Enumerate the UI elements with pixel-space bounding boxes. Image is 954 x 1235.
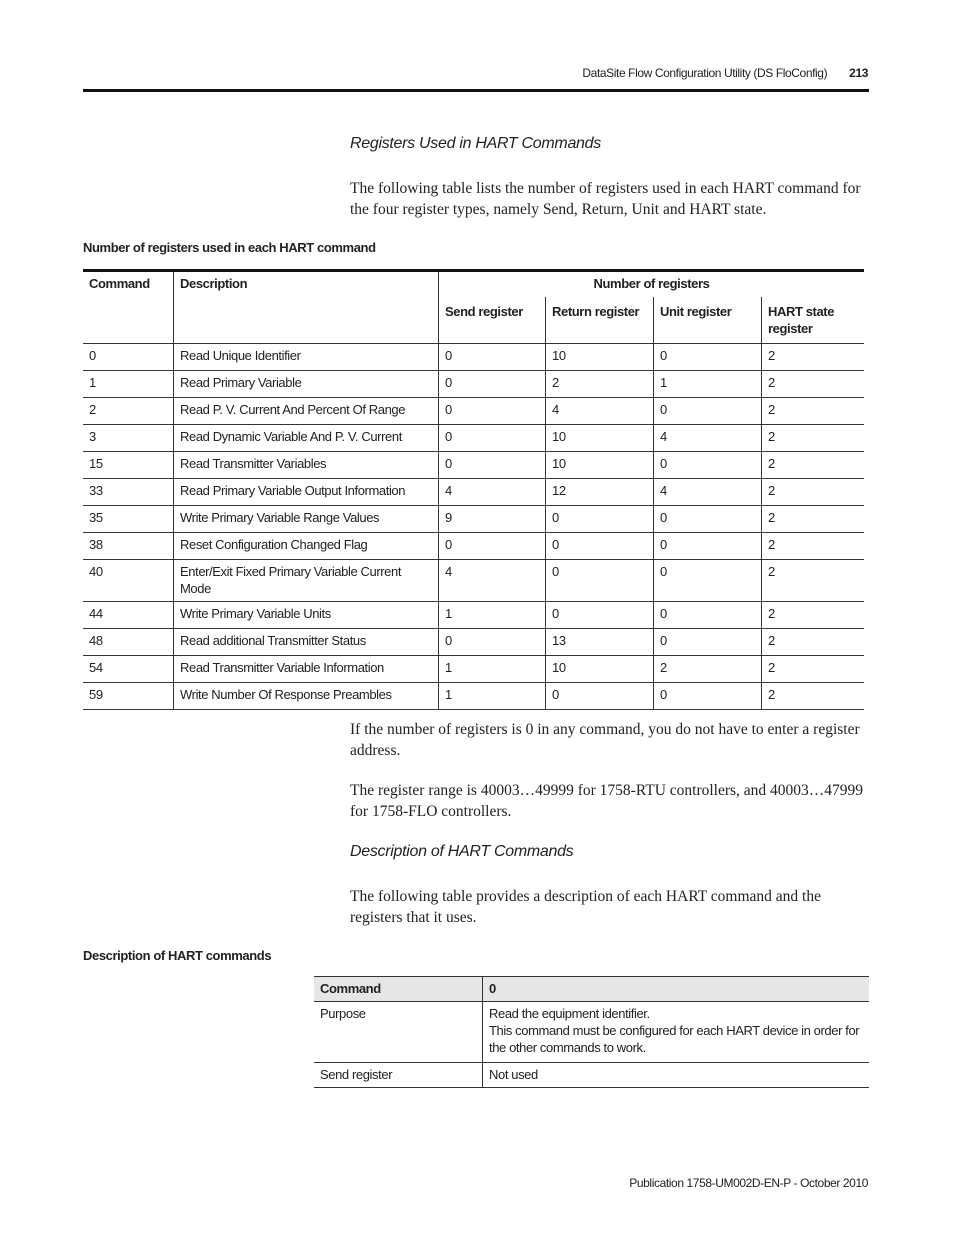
cell-unit: 2 [654,656,762,683]
cell-send: 4 [439,560,546,602]
cell-unit: 4 [654,479,762,506]
cell-send: 1 [439,656,546,683]
cell-command: 33 [83,479,174,506]
purpose-line-2: This command must be configured for each HART device in order for the other commands to work. [489,1023,860,1055]
cell-hart-state: 2 [762,602,865,629]
col-group-number-of-registers: Number of registers [439,271,865,298]
cell-description: Enter/Exit Fixed Primary Variable Current Mode [174,560,439,602]
cell-send: 1 [439,683,546,710]
table-row [83,629,864,656]
table-row [83,602,864,629]
cell-unit: 1 [654,371,762,398]
cell-command: 15 [83,452,174,479]
cell-description: Read Unique Identifier [174,344,439,371]
col-return-register: Return register [546,297,654,344]
cell-unit: 0 [654,344,762,371]
cell-unit: 0 [654,533,762,560]
section-intro-description: The following table provides a description of each HART command and the registers that it uses. [350,888,821,926]
cell-send: 0 [439,371,546,398]
table-header-row [314,977,869,1002]
cell-return: 0 [546,683,654,710]
cell-return: 10 [546,452,654,479]
cell-description: Read P. V. Current And Percent Of Range [174,398,439,425]
cell-hart-state: 2 [762,506,865,533]
header-command-label: Command [314,977,483,1002]
cell-description: Write Primary Variable Range Values [174,506,439,533]
table-row [83,344,864,371]
cell-description: Read additional Transmitter Status [174,629,439,656]
cell-command: 0 [83,344,174,371]
note-register-range: The register range is 40003…49999 for 1758-RTU controllers, and 40003…47999 for 1758-FLO controllers. [350,782,864,820]
cell-description: Reset Configuration Changed Flag [174,533,439,560]
table-row [83,533,864,560]
cell-command: 44 [83,602,174,629]
running-header [582,66,868,80]
cell-unit: 0 [654,683,762,710]
cell-unit: 4 [654,425,762,452]
cell-send: 0 [439,344,546,371]
cell-send: 9 [439,506,546,533]
table-row [83,398,864,425]
col-hart-state-register: HART state register [762,297,865,344]
table-caption-description: Description of HART commands [83,948,272,963]
cell-hart-state: 2 [762,479,865,506]
cell-send: 0 [439,452,546,479]
cell-hart-state: 2 [762,683,865,710]
note-zero-registers: If the number of registers is 0 in any command, you do not have to enter a register address. [350,721,860,759]
cell-return: 10 [546,425,654,452]
send-register-value: Not used [483,1063,870,1088]
cell-description: Read Transmitter Variable Information [174,656,439,683]
table-row [83,683,864,710]
cell-hart-state: 2 [762,344,865,371]
cell-return: 0 [546,533,654,560]
cell-hart-state: 2 [762,656,865,683]
cell-command: 35 [83,506,174,533]
page-number: 213 [849,66,868,80]
registers-table [83,269,864,710]
col-description: Description [174,271,439,344]
cell-unit: 0 [654,560,762,602]
cell-return: 13 [546,629,654,656]
cell-unit: 0 [654,602,762,629]
cell-hart-state: 2 [762,398,865,425]
cell-return: 2 [546,371,654,398]
cell-send: 0 [439,533,546,560]
cell-unit: 0 [654,398,762,425]
table-row [83,371,864,398]
section-heading-registers: Registers Used in HART Commands [350,135,601,152]
section-heading-description: Description of HART Commands [350,843,574,860]
cell-send: 1 [439,602,546,629]
cell-hart-state: 2 [762,452,865,479]
cell-command: 1 [83,371,174,398]
cell-unit: 0 [654,452,762,479]
cell-return: 0 [546,560,654,602]
cell-hart-state: 2 [762,629,865,656]
header-rule [83,89,869,92]
cell-send: 0 [439,629,546,656]
cell-description: Read Primary Variable [174,371,439,398]
cell-command: 54 [83,656,174,683]
cell-unit: 0 [654,629,762,656]
table-row [83,479,864,506]
cell-hart-state: 2 [762,533,865,560]
col-send-register: Send register [439,297,546,344]
cell-command: 38 [83,533,174,560]
cell-description: Read Primary Variable Output Information [174,479,439,506]
cell-command: 2 [83,398,174,425]
table-row [83,452,864,479]
cell-send: 0 [439,398,546,425]
col-command: Command [83,271,174,344]
cell-return: 12 [546,479,654,506]
cell-command: 48 [83,629,174,656]
cell-return: 4 [546,398,654,425]
purpose-value [483,1002,870,1063]
table-row-send-register [314,1063,869,1088]
cell-hart-state: 2 [762,425,865,452]
header-command-value: 0 [483,977,870,1002]
cell-return: 0 [546,602,654,629]
footer-publication: Publication 1758-UM002D-EN-P - October 2010 [629,1176,868,1190]
table-row [83,560,864,602]
purpose-line-1: Read the equipment identifier. [489,1006,650,1021]
cell-command: 40 [83,560,174,602]
cell-command: 59 [83,683,174,710]
cell-description: Write Primary Variable Units [174,602,439,629]
cell-return: 10 [546,656,654,683]
cell-hart-state: 2 [762,371,865,398]
table-row [83,506,864,533]
cell-return: 10 [546,344,654,371]
cell-unit: 0 [654,506,762,533]
col-unit-register: Unit register [654,297,762,344]
send-register-label: Send register [314,1063,483,1088]
section-intro-registers: The following table lists the number of registers used in each HART command for the four register types, namely Send, Return, Unit and HART state. [350,180,861,218]
table-row-purpose [314,1002,869,1063]
cell-send: 0 [439,425,546,452]
cell-send: 4 [439,479,546,506]
cell-description: Read Dynamic Variable And P. V. Current [174,425,439,452]
hart-command-description-table [314,976,869,1088]
table-caption-registers: Number of registers used in each HART command [83,240,376,255]
cell-return: 0 [546,506,654,533]
table-row [83,656,864,683]
cell-description: Write Number Of Response Preambles [174,683,439,710]
purpose-label: Purpose [314,1002,483,1063]
header-title: DataSite Flow Configuration Utility (DS FloConfig) [582,66,828,80]
cell-description: Read Transmitter Variables [174,452,439,479]
cell-hart-state: 2 [762,560,865,602]
table-row [83,425,864,452]
cell-command: 3 [83,425,174,452]
